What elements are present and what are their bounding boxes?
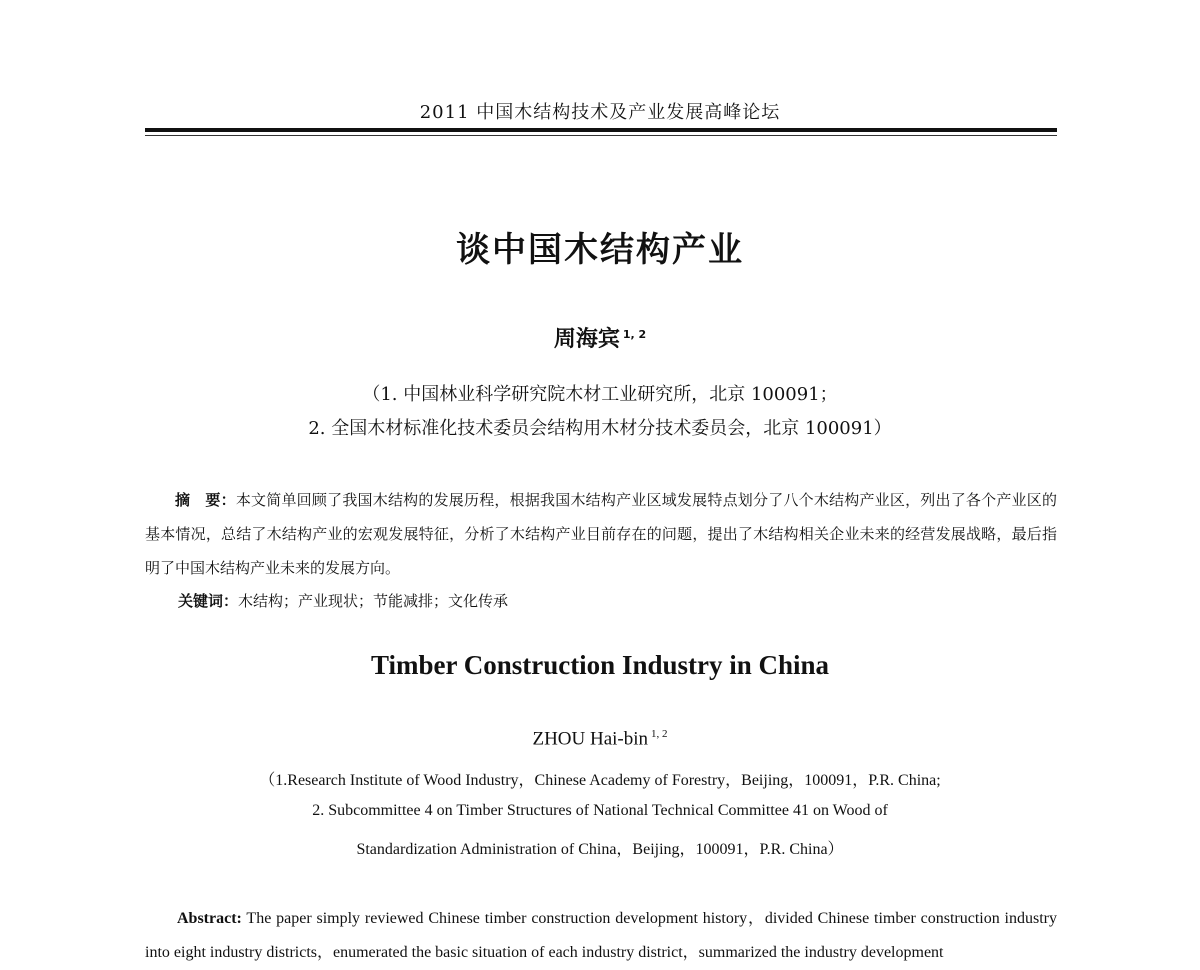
- abstract-en: [145, 902, 1057, 970]
- affiliation-cn-1: （1. 中国林业科学研究院木材工业研究所，北京 100091；: [362, 384, 838, 405]
- author-cn-name: 周海宾: [553, 327, 620, 352]
- author-en-affil-marker: 1, 2: [651, 728, 668, 740]
- keywords-cn: [178, 590, 508, 611]
- header-rule-thick: [145, 128, 1057, 132]
- affiliation-cn-2: 2. 全国木材标准化技术委员会结构用木材分技术委员会，北京 100091）: [308, 418, 892, 439]
- author-cn: [0, 322, 1200, 353]
- keywords-cn-label: 关键词：: [178, 592, 239, 610]
- keywords-cn-text: 木结构；产业现状；节能减排；文化传承: [238, 592, 509, 610]
- paper-title-en: Timber Construction Industry in China: [370, 650, 830, 680]
- affiliation-en-2: 2. Subcommittee 4 on Timber Structures of National Technical Committee 41 on Wood of: [312, 802, 888, 819]
- author-en: [0, 728, 1200, 750]
- author-en-name: ZHOU Hai-bin: [532, 728, 649, 750]
- running-header: 2011 中国木结构技术及产业发展高峰论坛: [419, 102, 781, 123]
- affiliation-en-3: Standardization Administration of China，Beijing，100091，P.R. China）: [356, 841, 844, 858]
- author-cn-affil-marker: 1, 2: [622, 327, 647, 341]
- abstract-cn-label: 摘 要：: [175, 491, 236, 509]
- abstract-en-label: Abstract:: [177, 910, 242, 927]
- paper-title-cn: 谈中国木结构产业: [456, 230, 744, 270]
- affiliation-en-1: （1.Research Institute of Wood Industry，Chinese Academy of Forestry，Beijing，100091，P.R. China;: [259, 772, 941, 789]
- abstract-en-text: The paper simply reviewed Chinese timber construction development history，divided Chinese timber construction industry into eight industry districts，enumerated the basic situation of each industry district，summarized the industry development: [145, 910, 1057, 961]
- header-rule-thin: [145, 135, 1057, 136]
- abstract-cn-text: 本文简单回顾了我国木结构的发展历程，根据我国木结构产业区域发展特点划分了八个木结构产业区，列出了各个产业区的基本情况，总结了木结构产业的宏观发展特征，分析了木结构产业目前存在的问题，提出了木结构相关企业未来的经营发展战略，最后指明了中国木结构产业未来的发展方向。: [145, 491, 1057, 577]
- abstract-cn: [145, 483, 1057, 585]
